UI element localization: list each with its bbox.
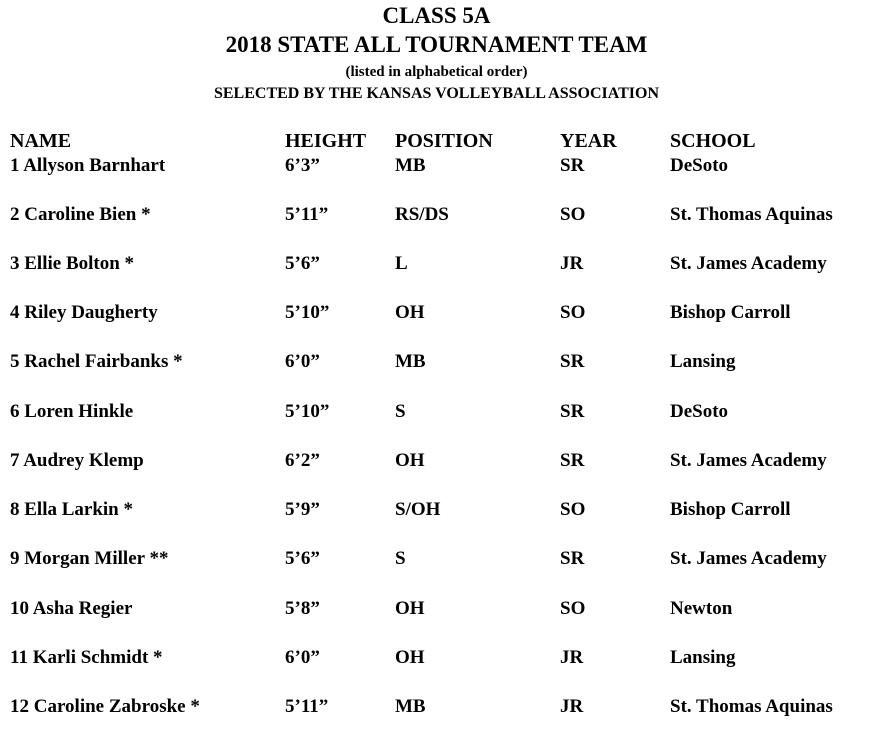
player-name: 7 Audrey Klemp (10, 450, 144, 471)
table-row (0, 203, 873, 227)
player-position: S/OH (395, 499, 441, 520)
player-school: Bishop Carroll (670, 302, 791, 323)
player-position: OH (395, 450, 425, 471)
player-name: 11 Karli Schmidt * (10, 647, 163, 668)
player-name: 2 Caroline Bien * (10, 204, 151, 225)
table-row (0, 350, 873, 374)
column-header-position: POSITION (395, 130, 493, 152)
player-school: DeSoto (670, 401, 729, 422)
player-position: S (395, 548, 406, 569)
player-year: SO (560, 598, 586, 619)
player-position: RS/DS (395, 204, 449, 225)
player-position: L (395, 253, 408, 274)
player-height: 6’2” (285, 450, 320, 471)
player-school: Bishop Carroll (670, 499, 791, 520)
player-school: St. Thomas Aquinas (670, 204, 833, 225)
player-name: 10 Asha Regier (10, 598, 133, 619)
player-school: St. James Academy (670, 450, 827, 471)
player-position: OH (395, 302, 425, 323)
player-school: St. James Academy (670, 548, 827, 569)
table-row (0, 695, 873, 719)
player-year: SR (560, 450, 585, 471)
player-position: MB (395, 696, 426, 717)
player-name: 12 Caroline Zabroske * (10, 696, 200, 717)
table-row (0, 646, 873, 670)
player-name: 6 Loren Hinkle (10, 401, 134, 422)
player-height: 5’9” (285, 499, 320, 520)
player-height: 5’10” (285, 302, 330, 323)
player-year: SO (560, 302, 586, 323)
player-height: 5’6” (285, 253, 320, 274)
table-row (0, 154, 873, 178)
player-name: 3 Ellie Bolton * (10, 253, 135, 274)
player-school: St. Thomas Aquinas (670, 696, 833, 717)
player-name: 5 Rachel Fairbanks * (10, 351, 183, 372)
player-position: OH (395, 598, 425, 619)
player-name: 4 Riley Daugherty (10, 302, 158, 323)
player-school: DeSoto (670, 155, 729, 176)
table-row (0, 252, 873, 276)
player-position: MB (395, 155, 426, 176)
column-header-height: HEIGHT (285, 130, 367, 152)
player-height: 6’0” (285, 351, 320, 372)
column-header-school: SCHOOL (670, 130, 756, 152)
column-header-year: YEAR (560, 130, 617, 152)
player-position: S (395, 401, 406, 422)
class-heading: CLASS 5A (382, 3, 491, 28)
document-title: 2018 STATE ALL TOURNAMENT TEAM (225, 32, 648, 57)
table-row (0, 400, 873, 424)
player-height: 5’10” (285, 401, 330, 422)
player-year: SR (560, 155, 585, 176)
player-year: JR (560, 253, 584, 274)
table-row (0, 301, 873, 325)
player-year: SO (560, 499, 586, 520)
column-header-name: NAME (10, 130, 72, 152)
player-height: 5’11” (285, 696, 329, 717)
table-row (0, 597, 873, 621)
player-height: 5’11” (285, 204, 329, 225)
player-height: 6’3” (285, 155, 320, 176)
table-row (0, 547, 873, 571)
player-year: JR (560, 696, 584, 717)
table-row (0, 498, 873, 522)
player-height: 6’0” (285, 647, 320, 668)
player-school: Lansing (670, 351, 736, 372)
player-position: MB (395, 351, 426, 372)
table-row (0, 449, 873, 473)
player-height: 5’8” (285, 598, 320, 619)
player-year: SR (560, 548, 585, 569)
player-school: Newton (670, 598, 733, 619)
player-school: Lansing (670, 647, 736, 668)
selected-by-line: SELECTED BY THE KANSAS VOLLEYBALL ASSOCIATION (213, 85, 659, 102)
player-year: SO (560, 204, 586, 225)
player-year: SR (560, 351, 585, 372)
player-height: 5’6” (285, 548, 320, 569)
player-name: 8 Ella Larkin * (10, 499, 133, 520)
player-name: 1 Allyson Barnhart (10, 155, 166, 176)
player-year: SR (560, 401, 585, 422)
player-year: JR (560, 647, 584, 668)
listing-note: (listed in alphabetical order) (345, 64, 528, 80)
player-position: OH (395, 647, 425, 668)
player-name: 9 Morgan Miller ** (10, 548, 169, 569)
player-school: St. James Academy (670, 253, 827, 274)
